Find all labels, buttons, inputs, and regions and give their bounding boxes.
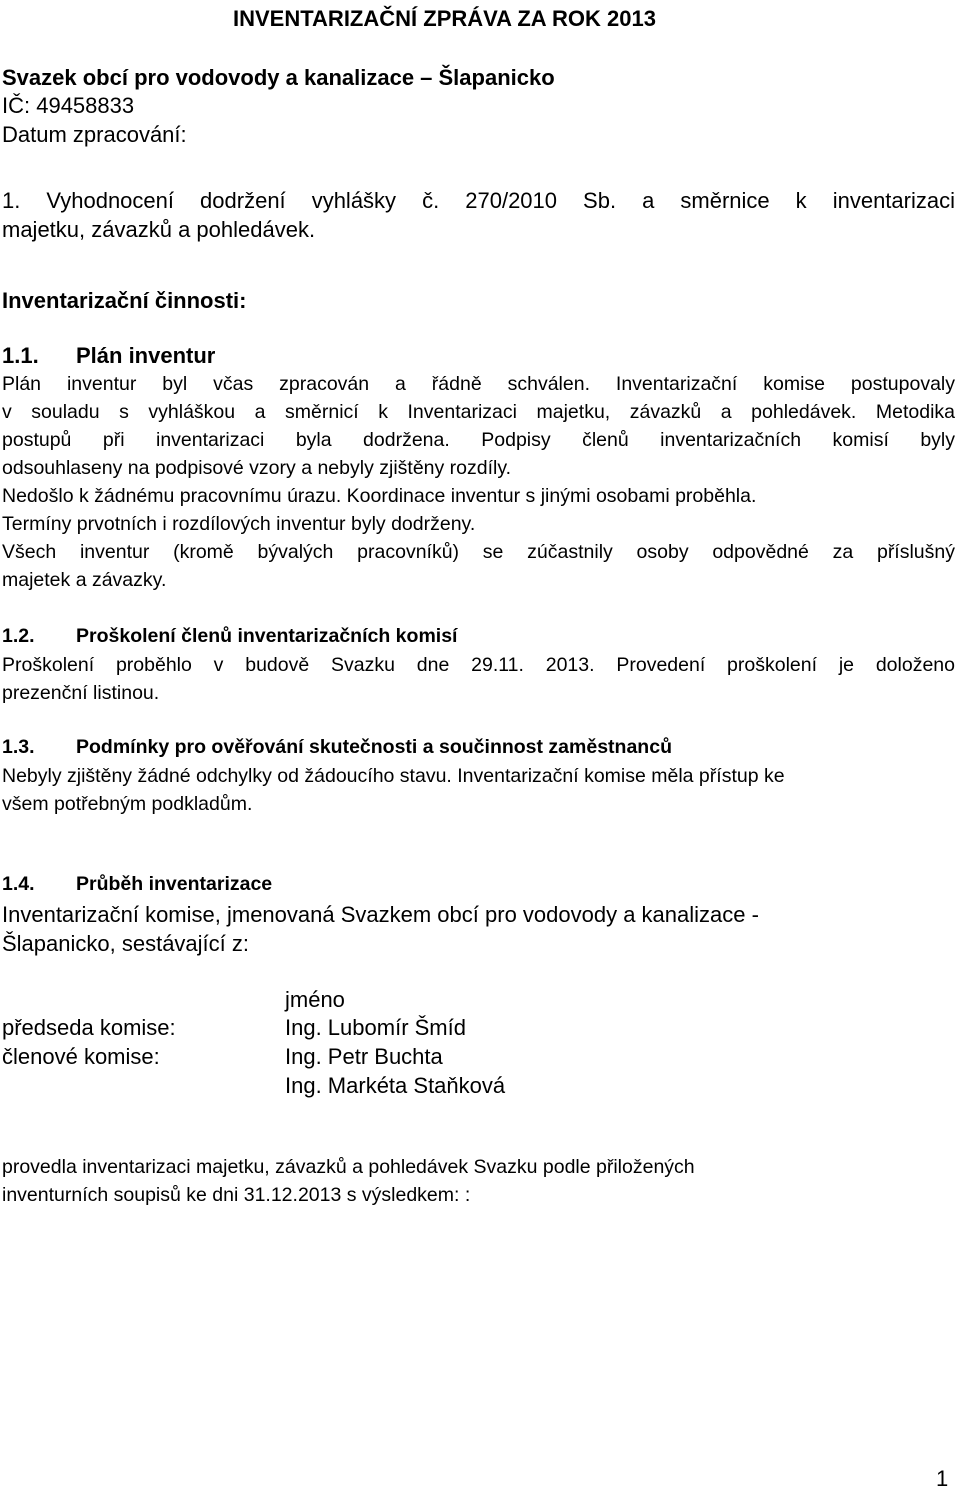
body-line: Plán inventur byl včas zpracován a řádně schválen. Inventarizační komise postupovaly [2,373,955,395]
body-line: Nebyly zjištěny žádné odchylky od žádoucího stavu. Inventarizační komise měla přístup ke [2,765,785,787]
body-line: Všech inventur (kromě bývalých pracovníků) se zúčastnily osoby odpovědné za příslušný [2,541,955,563]
section-1-1-body [2,370,955,594]
page-number: 1 [936,1466,949,1491]
body-line: majetek a závazky. [2,569,167,591]
member-name: Ing. Markéta Staňková [285,1073,506,1098]
section-title: Proškolení členů inventarizačních komisí [76,625,458,647]
body-line: prezenční listinou. [2,682,160,704]
members-label: členové komise: [2,1044,160,1069]
org-ic: IČ: 49458833 [2,93,135,118]
body-line: odsouhlaseny na podpisové vzory a nebyly zjištěny rozdíly. [2,457,512,479]
section-1-4-body [2,900,759,958]
section-number: 1.4. [2,873,35,895]
section1-heading [2,186,955,244]
section-1-3-heading [2,733,672,761]
section1-line: majetku, závazků a pohledávek. [2,217,316,242]
member-name: Ing. Petr Buchta [285,1044,443,1069]
chair-name: Ing. Lubomír Šmíd [285,1015,466,1040]
body-line: Inventarizační komise, jmenovaná Svazkem obcí pro vodovody a kanalizace - [2,902,759,927]
section-number: 1.1. [2,343,39,368]
activities-heading: Inventarizační činnosti: [2,288,247,313]
section-1-3-body [2,762,955,818]
name-column-header: jméno [285,987,345,1012]
body-line: postupů při inventarizaci byla dodržena. Podpisy členů inventarizačních komisí byly [2,429,955,451]
section-1-2-heading [2,622,457,650]
section-title: Podmínky pro ověřování skutečnosti a součinnost zaměstnanců [76,736,672,758]
body-line: všem potřebným podkladům. [2,793,253,815]
section-number: 1.3. [2,736,35,758]
chair-label: předseda komise: [2,1015,176,1040]
section-title: Průběh inventarizace [76,873,273,895]
body-line: v souladu s vyhláškou a směrnicí k Inventarizaci majetku, závazků a pohledávek. Metodika [2,401,955,423]
body-line: Proškolení proběhlo v budově Svazku dne 29.11. 2013. Provedení proškolení je doloženo [2,654,955,676]
section1-line: 1. Vyhodnocení dodržení vyhlášky č. 270/2010 Sb. a směrnice k inventarizaci [2,188,955,213]
report-title: INVENTARIZAČNÍ ZPRÁVA ZA ROK 2013 [233,6,656,31]
closing-paragraph [2,1153,695,1209]
body-line: provedla inventarizaci majetku, závazků a pohledávek Svazku podle přiložených [2,1156,695,1178]
section-number: 1.2. [2,625,35,647]
body-line: inventurních soupisů ke dni 31.12.2013 s výsledkem: : [2,1184,471,1206]
org-name: Svazek obcí pro vodovody a kanalizace – Šlapanicko [2,65,555,90]
date-label: Datum zpracování: [2,122,187,147]
body-line: Šlapanicko, sestávající z: [2,931,250,956]
body-line: Nedošlo k žádnému pracovnímu úrazu. Koordinace inventur s jinými osobami proběhla. [2,485,757,507]
section-title: Plán inventur [76,343,216,368]
section-1-1-heading [2,341,215,370]
body-line: Termíny prvotních i rozdílových inventur byly dodrženy. [2,513,476,535]
section-1-2-body [2,651,955,707]
section-1-4-heading [2,870,272,898]
